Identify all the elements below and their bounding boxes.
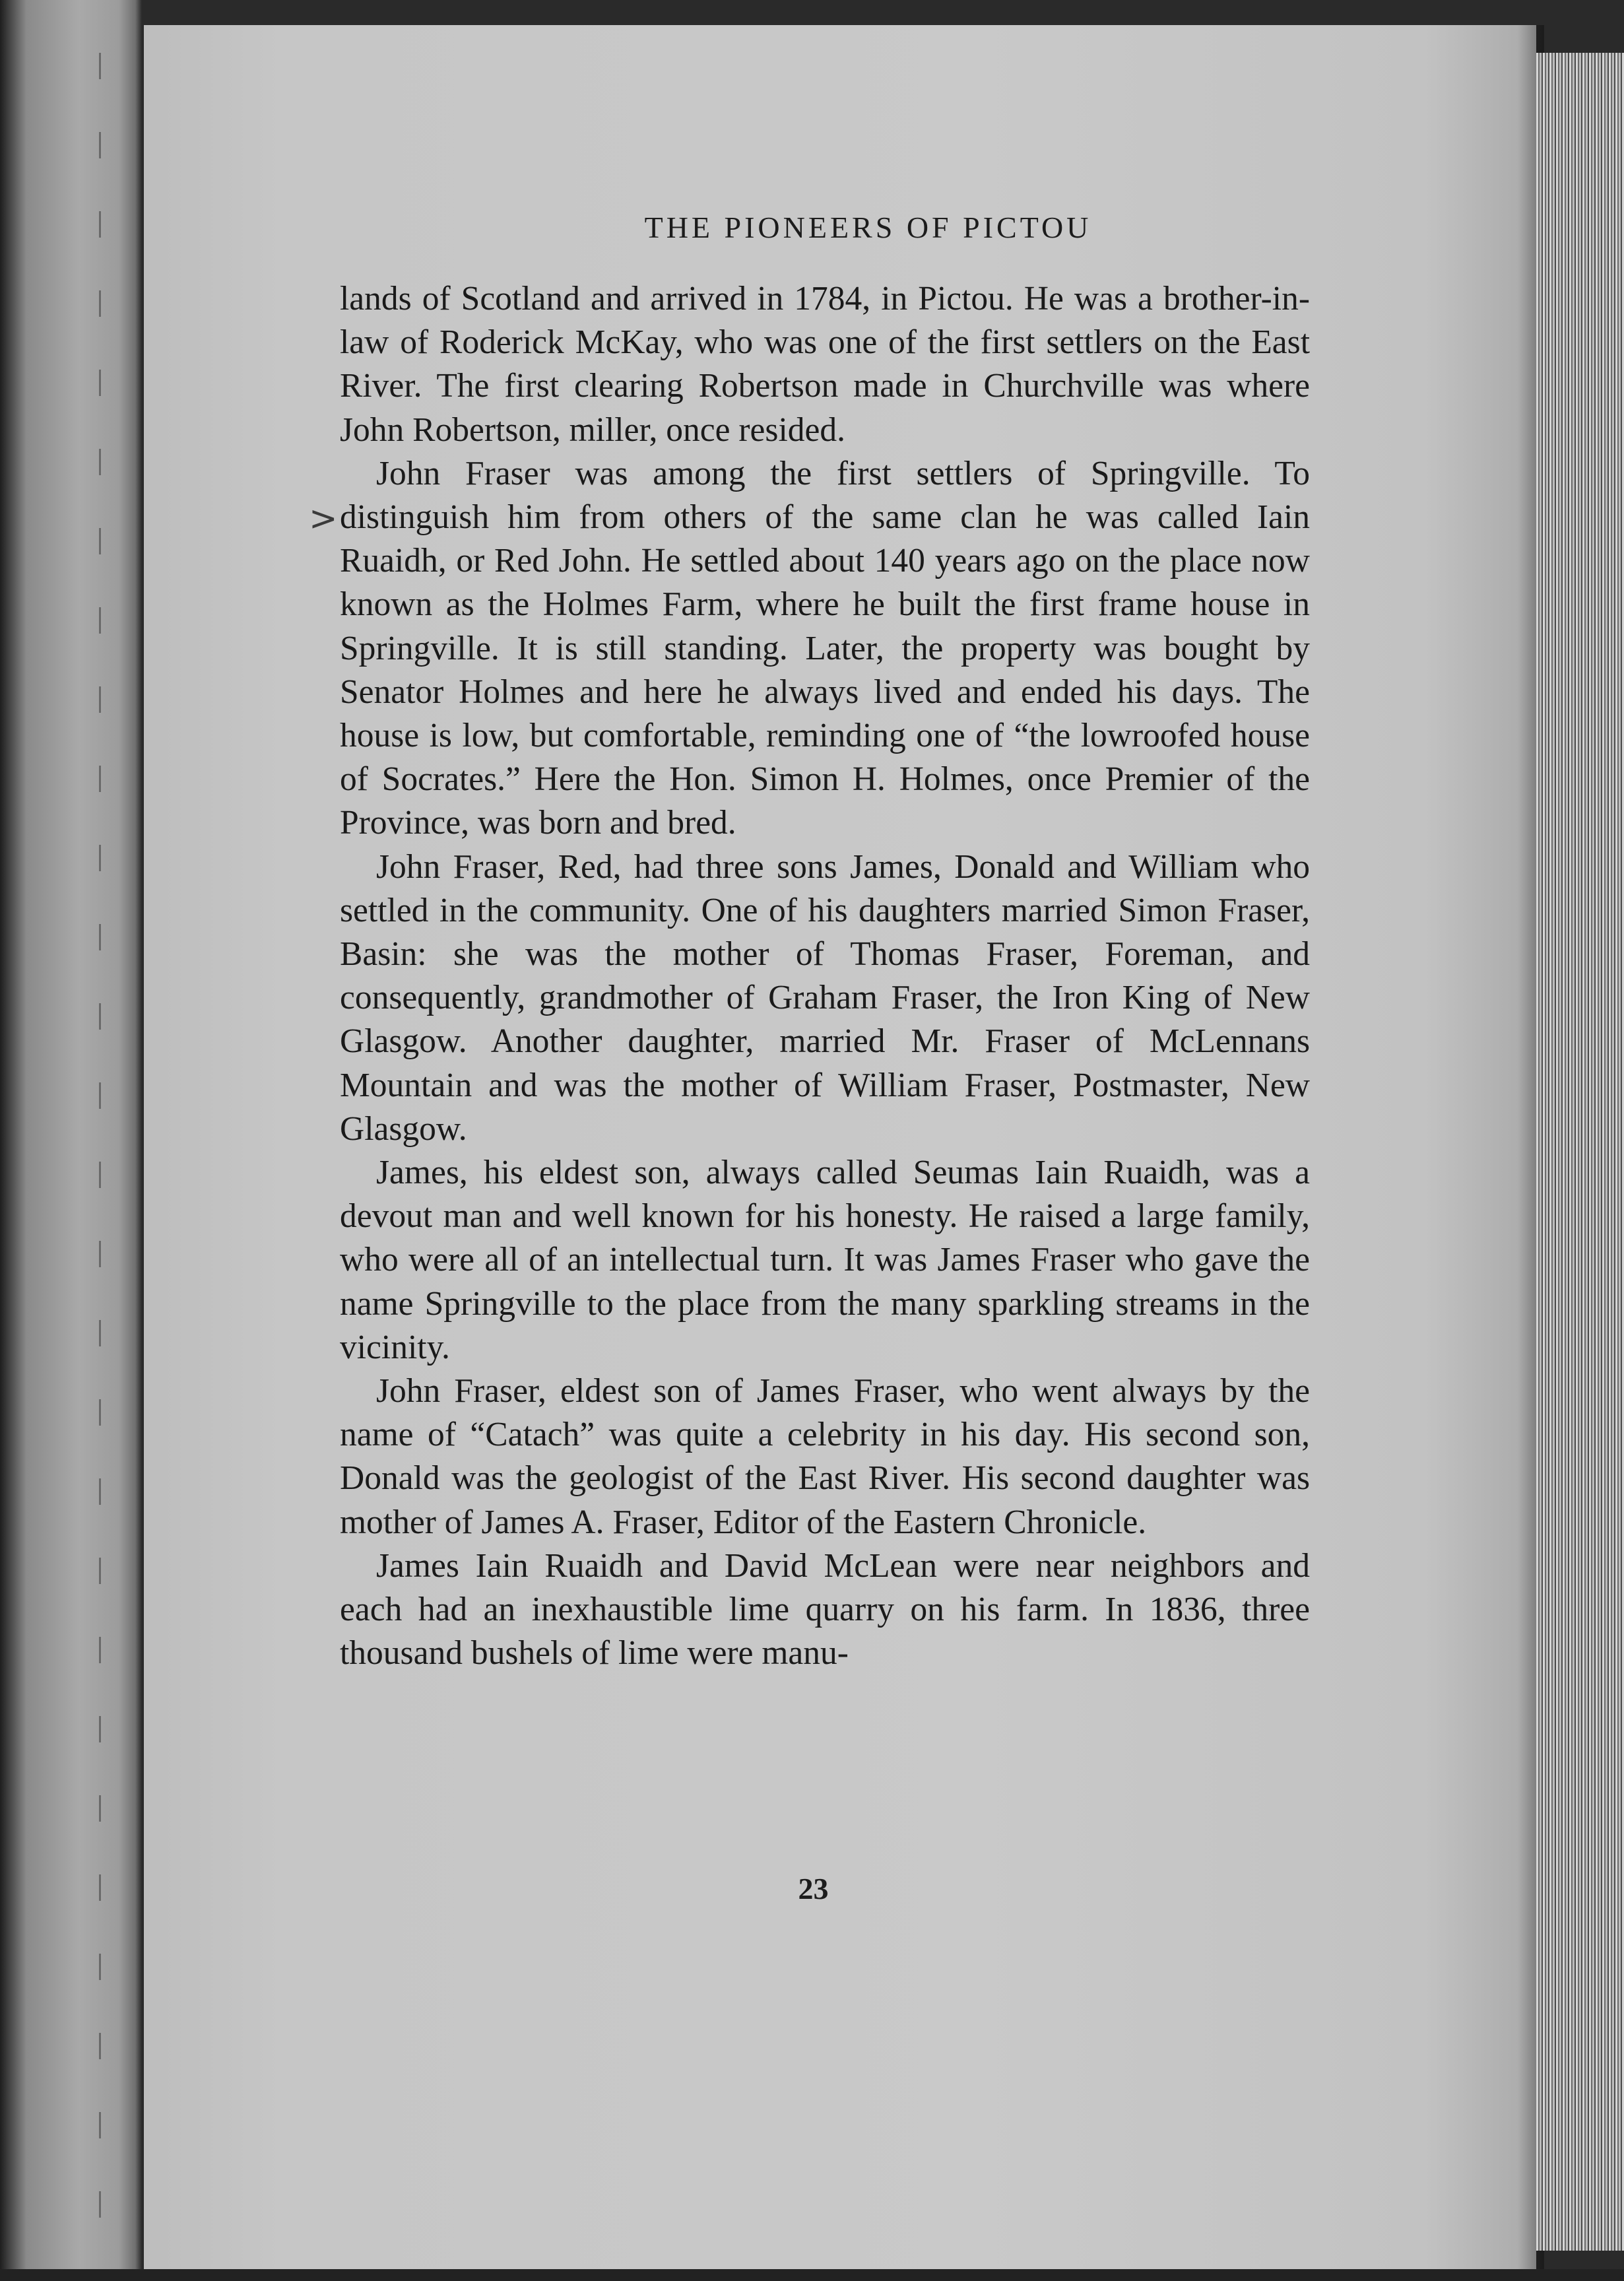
paragraph-5: John Fraser, eldest son of James Fraser, who went always by the name of “Catach” was quite a celebrity in his day. His second son, Donald was the geologist of the East River. His second daughter was mother of James A. Fraser, Editor of the Eastern Chronicle. xyxy=(340,1372,1310,1541)
margin-pencil-mark: > xyxy=(309,499,338,539)
paragraph-2: John Fraser was among the first settlers of Springville. To distinguish him from others of the same clan he was called Iain Ruaidh, or Red John. He settled about 140 years ago on the place now known as the Holmes Farm, where he built the first frame house in Springville. It is still standing. Later, the property was bought by Senator Holmes and here he always lived and ended his days. The house is low, but comfortable, reminding one of “the lowroofed house of Socrates.” Here the Hon. Simon H. Holmes, once Premier of the Province, was born and bred. xyxy=(340,454,1310,842)
bottom-border xyxy=(0,2269,1624,2281)
paragraph-4: James, his eldest son, always called Seumas Iain Ruaidh, was a devout man and well known for his honesty. He raised a large family, who were all of an intellectual turn. It was James Fraser who gave the name Springville to the place from the many sparkling streams in the vicinity. xyxy=(340,1154,1310,1366)
paragraph-3: John Fraser, Red, had three sons James, Donald and William who settled in the community. One of his daughters married Simon Fraser, Basin: she was the mother of Thomas Fraser, Foreman, and consequently, grandmother of Graham Fraser, the Iron King of New Glasgow. Another daughter, married Mr. Fraser of McLennans Mountain and was the mother of William Fraser, Postmaster, New Glasgow. xyxy=(340,847,1310,1148)
page-number: 23 xyxy=(798,1872,829,1905)
paragraph-6: James Iain Ruaidh and David McLean were near neighbors and each had an inexhaustible lime quarry on his farm. In 1836, three thousand bushels of lime were manu- xyxy=(340,1546,1310,1672)
running-head: THE PIONEERS OF PICTOU xyxy=(644,211,1092,244)
left-page-gutter xyxy=(0,0,142,2281)
body-text xyxy=(340,277,1310,1676)
paragraph-1: lands of Scotland and arrived in 1784, in Pictou. He was a brother-in-law of Roderick McKay, who was one of the first settlers on the East River. The first clearing Robertson made in Churchville was where John Robertson, miller, once resided. xyxy=(340,280,1310,449)
page-stack-edge xyxy=(1536,53,1624,2251)
